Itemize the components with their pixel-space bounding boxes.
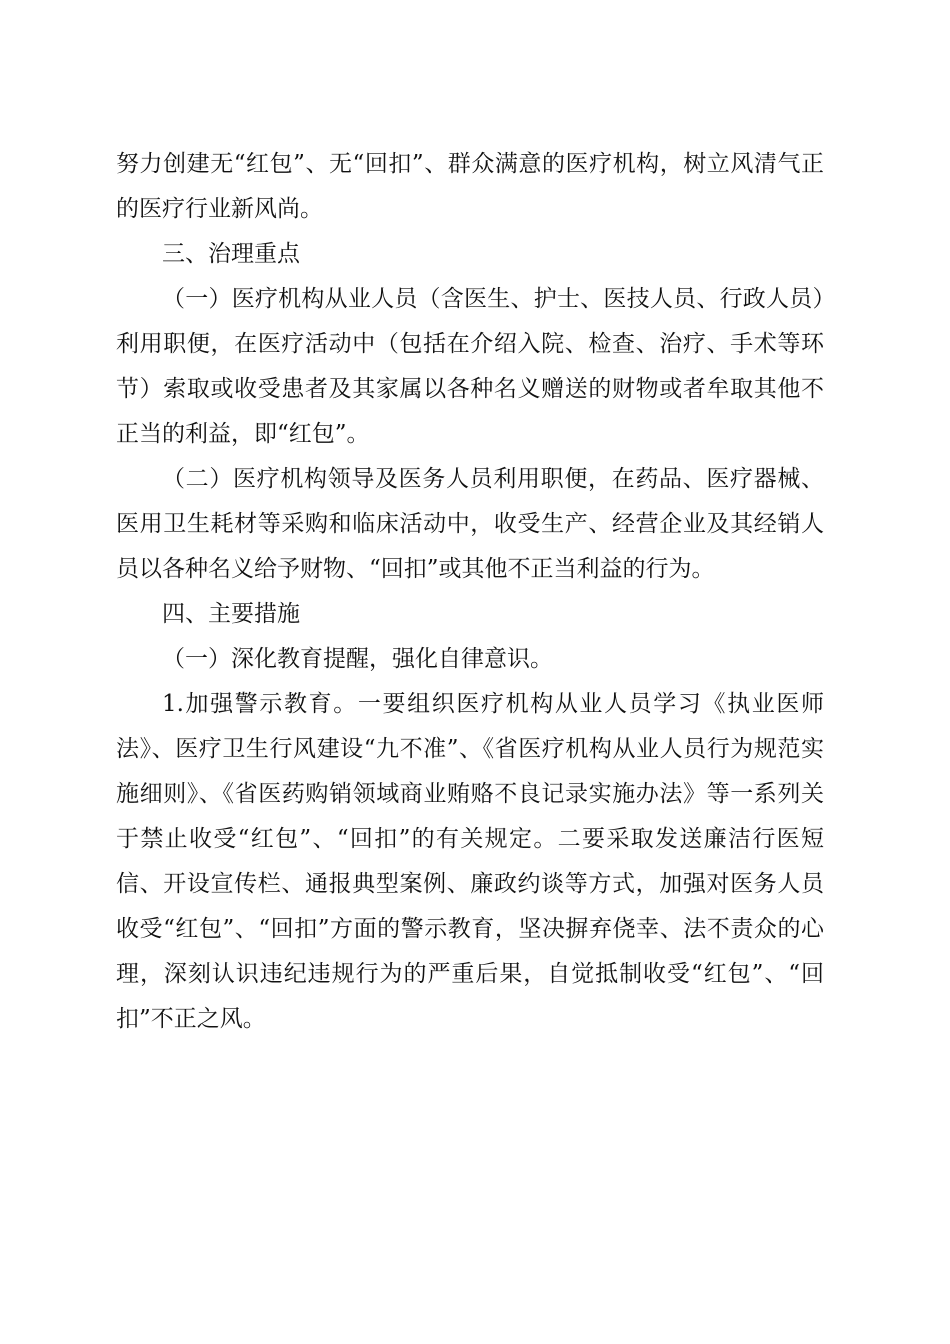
paragraph-item-2: （二）医疗机构领导及医务人员利用职便，在药品、医疗器械、医用卫生耗材等采购和临床活动中，收受生产、经营企业及其经销人员以各种名义给予财物、“回扣”或其他不正当利益的行为。 bbox=[116, 466, 824, 582]
paragraph-item-1: （一）医疗机构从业人员（含医生、护士、医技人员、行政人员）利用职便，在医疗活动中（包括在介绍入院、检查、治疗、手术等环节）索取或收受患者及其家属以各种名义赠送的财物或者牟取其他不正当的利益，即“红包”。 bbox=[116, 286, 824, 447]
paragraph-continuation: 努力创建无“红包”、无“回扣”、群众满意的医疗机构，树立风清气正的医疗行业新风尚。 bbox=[116, 151, 824, 222]
document-page bbox=[116, 142, 824, 1042]
paragraph-measure-1: 1.加强警示教育。一要组织医疗机构从业人员学习《执业医师法》、医疗卫生行风建设“九不准”、《省医疗机构从业人员行为规范实施细则》、《省医药购销领域商业贿赂不良记录实施办法》等一系列关于禁止收受“红包”、“回扣”的有关规定。二要采取发送廉洁行医短信、开设宣传栏、通报典型案例、廉政约谈等方式，加强对医务人员收受“红包”、“回扣”方面的警示教育，坚决摒弃侥幸、法不责众的心理，深刻认识违纪违规行为的严重后果，自觉抵制收受“红包”、“回扣”不正之风。 bbox=[116, 691, 824, 1032]
section-heading-4: 四、主要措施 bbox=[162, 601, 300, 627]
sub-heading-1: （一）深化教育提醒，强化自律意识。 bbox=[162, 646, 553, 672]
section-heading-3: 三、治理重点 bbox=[162, 241, 300, 267]
